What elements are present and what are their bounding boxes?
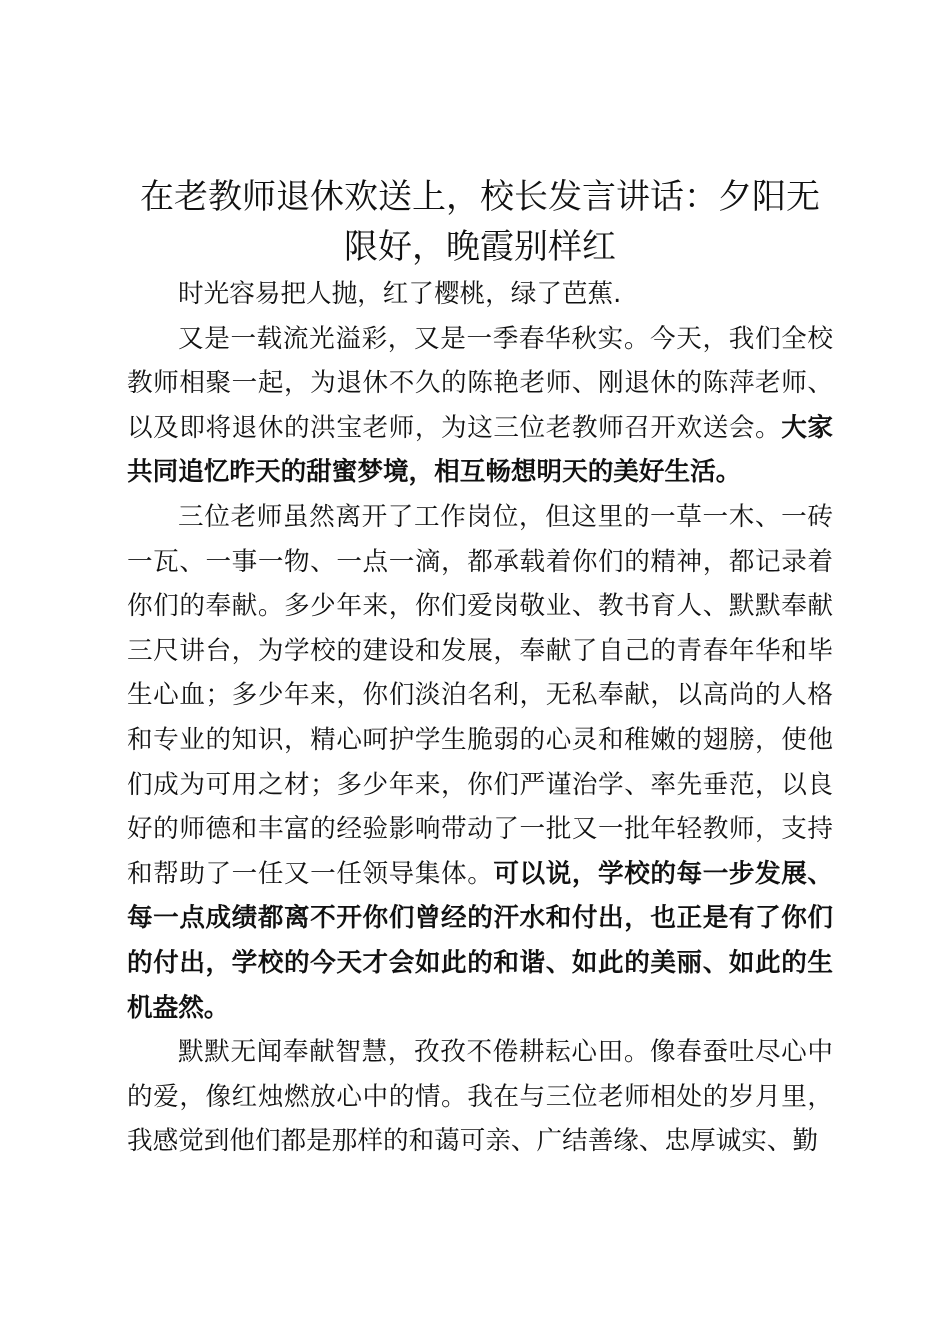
paragraph-4-text: 默默无闻奉献智慧，孜孜不倦耕耘心田。像春蚕吐尽心中的爱，像红烛燃放心中的情。我在与三位老师相处的岁月里，我感觉到他们都是那样的和蔼可亲、广结善缘、忠厚诚实、勤 [127,1037,833,1157]
paragraph-3-bold-text: 可以说，学校的每一步发展、每一点成绩都离不开你们曾经的汗水和付出，也正是有了你们的付出，学校的今天才会如此的和谐、如此的美丽、如此的生机盎然。 [127,858,833,1023]
paragraph-2-bold-text: 大家共同追忆昨天的甜蜜梦境，相互畅想明天的美好生活。 [127,412,833,488]
document-content [127,172,833,1164]
paragraph-2 [127,317,833,495]
document-title: 在老教师退休欢送上，校长发言讲话：夕阳无限好，晚霞别样红 [140,177,820,267]
paragraph-1 [127,272,833,317]
paragraph-1-text: 时光容易把人抛，红了樱桃，绿了芭蕉. [178,279,622,309]
paragraph-3-text: 三位老师虽然离开了工作岗位，但这里的一草一木、一砖一瓦、一事一物、一点一滴，都承载着你们的精神，都记录着你们的奉献。多少年来，你们爱岗敬业、教书育人、默默奉献三尺讲台，为学校的建设和发展，奉献了自己的青春年华和毕生心血；多少年来，你们淡泊名利，无私奉献，以高尚的人格和专业的知识，精心呵护学生脆弱的心灵和稚嫩的翅膀，使他们成为可用之材；多少年来，你们严谨治学、率先垂范，以良好的师德和丰富的经验影响带动了一批又一批年轻教师，支持和帮助了一任又一任领导集体。 [127,501,833,889]
paragraph-3 [127,495,833,1030]
paragraph-4 [127,1030,833,1164]
paragraph-2-text: 又是一载流光溢彩，又是一季春华秋实。今天，我们全校教师相聚一起，为退休不久的陈艳老师、刚退休的陈萍老师、以及即将退休的洪宝老师，为这三位老教师召开欢送会。 [127,323,833,443]
